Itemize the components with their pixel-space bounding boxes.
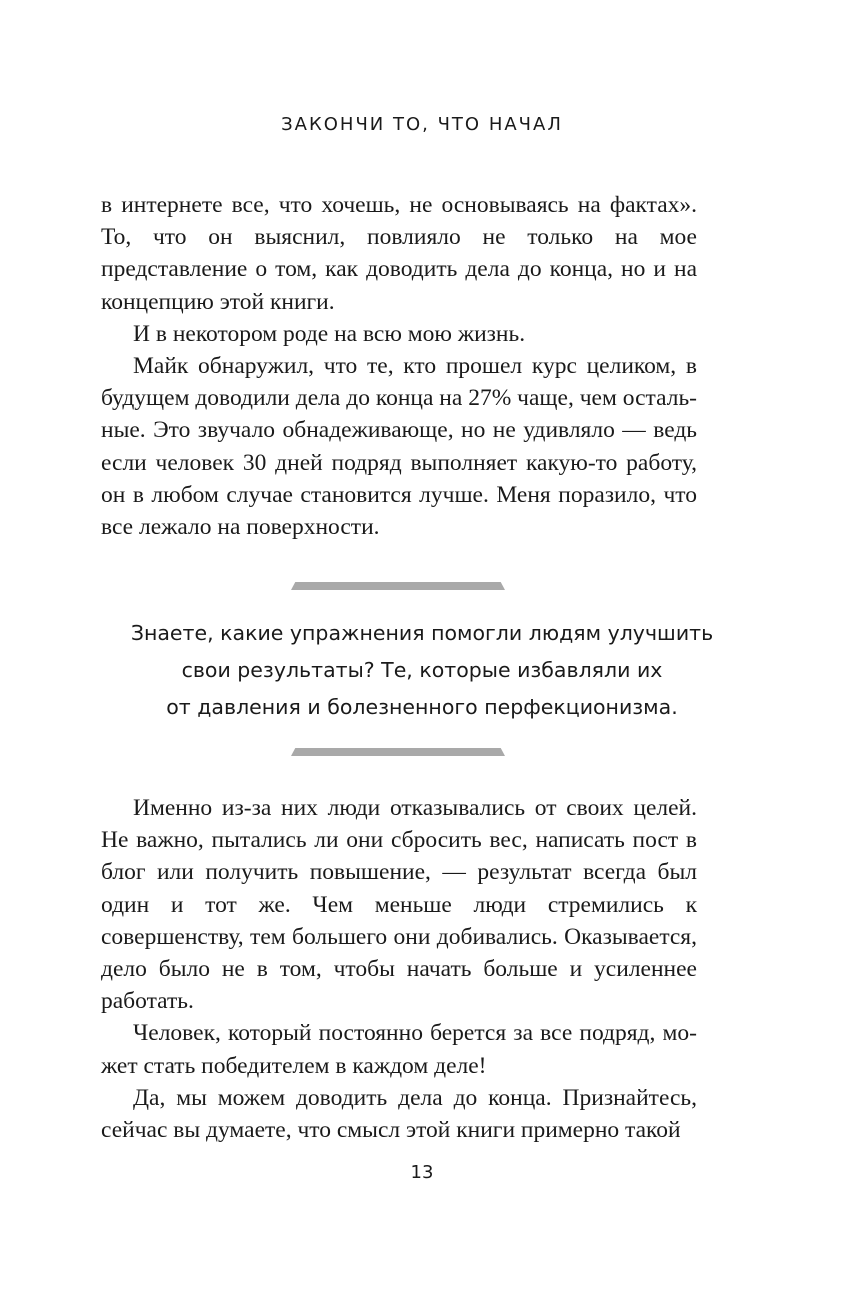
pull-quote-line: Знаете, какие упражнения помогли людям улучшить [130, 621, 714, 645]
paragraph: Да, мы можем доводить дела до конца. Признайтесь, сейчас вы думаете, что смысл этой книги примерно такой [101, 1084, 697, 1144]
pull-quote-line: от давления и болезненного перфекционизма. [166, 695, 678, 719]
paragraph-continuation: в интернете все, что хочешь, не основываясь на фактах». То, что он выяснил, повлияло не только на мое представление о том, как доводить дела до конца, но и на концепцию этой книги. [101, 192, 697, 315]
pull-quote-rule-bottom [291, 748, 505, 756]
paragraph: Именно из-за них люди отказывались от своих целей. Не важно, пытались ли они сбросить вес, написать пост в блог или получить повышение, — результат всегда был один и тот же. Чем меньше люди стремились к совершенству, тем большего они добивались. Оказывается, дело было не в том, чтобы начать больше и усиленнее работать. [101, 795, 697, 1015]
paragraph: Майк обнаружил, что те, кто прошел курс целиком, в будущем доводили дела до конца на 27% чаще, чем остальные. Это звучало обнадеживающе, но не удивляло — ведь если человек 30 дней подряд выполняет какую-то работу, он в любом случае становится лучше. Меня поразило, что все лежало на поверхности. [101, 353, 697, 541]
paragraph: Человек, который постоянно берется за все подряд, может стать победителем в каждом деле! [101, 1020, 697, 1079]
pull-quote-line: свои результаты? Те, которые избавляли их [181, 658, 663, 682]
page-number: 13 [410, 1162, 434, 1183]
paragraph: И в некотором роде на всю мою жизнь. [133, 320, 526, 347]
running-head: ЗАКОНЧИ ТО, ЧТО НАЧАЛ [281, 114, 563, 135]
pull-quote [0, 615, 844, 726]
body-text-bottom [101, 792, 697, 1146]
pull-quote-rule-top [291, 582, 505, 590]
body-text-top [101, 189, 697, 543]
